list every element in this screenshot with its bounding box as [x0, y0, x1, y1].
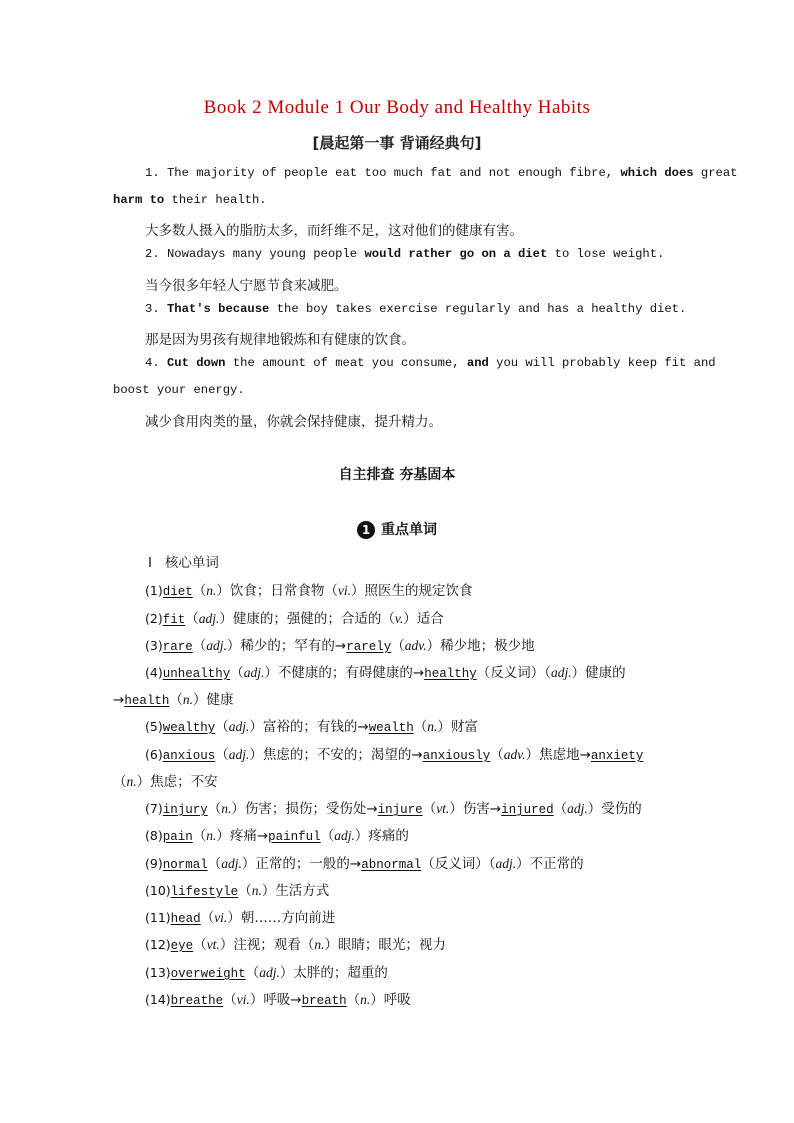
subsection-label: 重点单词	[381, 522, 437, 538]
vocab-item-unhealthy: (4)unhealthy（adj.）不健康的；有碍健康的→healthy（反义词）（adj.）健康的	[145, 665, 626, 681]
page-subtitle: [晨起第一事 背诵经典句]	[312, 134, 482, 152]
page-title: Book 2 Module 1 Our Body and Healthy Habits	[203, 97, 591, 118]
vocab-item-overweight: (13)overweight（adj.）太胖的；超重的	[145, 965, 388, 981]
vocab-item-lifestyle: (10)lifestyle（n.）生活方式	[145, 883, 330, 899]
sentence-3-translation: 那是因为男孩有规律地锻炼和有健康的饮食。	[145, 332, 415, 348]
vocab-item-anxious-cont: （n.）焦虑；不安	[113, 774, 218, 790]
vocab-item-head: (11)head（vi.）朝……方向前进	[145, 910, 336, 926]
vocab-item-unhealthy-cont: →health（n.）健康	[113, 692, 234, 708]
sentence-4-translation: 减少食用肉类的量，你就会保持健康，提升精力。	[145, 414, 442, 430]
vocab-item-eye: (12)eye（vt.）注视；观看（n.）眼睛；眼光；视力	[145, 937, 446, 953]
vocab-item-wealthy: (5)wealthy（adj.）富裕的；有钱的→wealth（n.）财富	[145, 719, 478, 735]
sentence-2: 2. Nowadays many young people would rather go on a diet to lose weight.	[145, 247, 665, 261]
vocab-item-pain: (8)pain（n.）疼痛→painful（adj.）疼痛的	[145, 828, 409, 844]
vocab-item-diet: (1)diet（n.）饮食；日常食物（vi.）照医生的规定饮食	[145, 583, 473, 599]
sentence-1-translation: 大多数人摄入的脂肪太多，而纤维不足，这对他们的健康有害。	[145, 223, 523, 239]
sentence-1-line-1: 1. The majority of people eat too much fat and not enough fibre, which does great	[145, 166, 738, 180]
vocab-item-breathe: (14)breathe（vi.）呼吸→breath（n.）呼吸	[145, 992, 411, 1008]
vocab-item-anxious: (6)anxious（adj.）焦虑的；不安的；渴望的→anxiously（adv.）焦虑地→anxiety	[145, 747, 644, 763]
vocab-item-injury: (7)injury（n.）伤害；损伤；受伤处→injure（vt.）伤害→injured（adj.）受伤的	[145, 801, 642, 817]
sentence-4-line-2: boost your energy.	[113, 383, 245, 397]
vocab-item-fit: (2)fit（adj.）健康的；强健的；合适的（v.）适合	[145, 611, 444, 627]
sentence-2-translation: 当今很多年轻人宁愿节食来减肥。	[145, 278, 348, 294]
vocab-item-normal: (9)normal（adj.）正常的；一般的→abnormal（反义词）（adj.）不正常的	[145, 856, 584, 872]
vocab-item-rare: (3)rare（adj.）稀少的；罕有的→rarely（adv.）稀少地；极少地	[145, 638, 535, 654]
core-words-heading: Ⅰ 核心单词	[148, 555, 219, 571]
subsection-heading	[0, 519, 794, 539]
section-title: 自主排查 夯基固本	[338, 467, 456, 483]
number-badge: 1	[357, 521, 375, 539]
sentence-4-line-1: 4. Cut down the amount of meat you consume, and you will probably keep fit and	[145, 356, 716, 370]
sentence-3: 3. That's because the boy takes exercise regularly and has a healthy diet.	[145, 302, 687, 316]
sentence-1-line-2: harm to their health.	[113, 193, 267, 207]
